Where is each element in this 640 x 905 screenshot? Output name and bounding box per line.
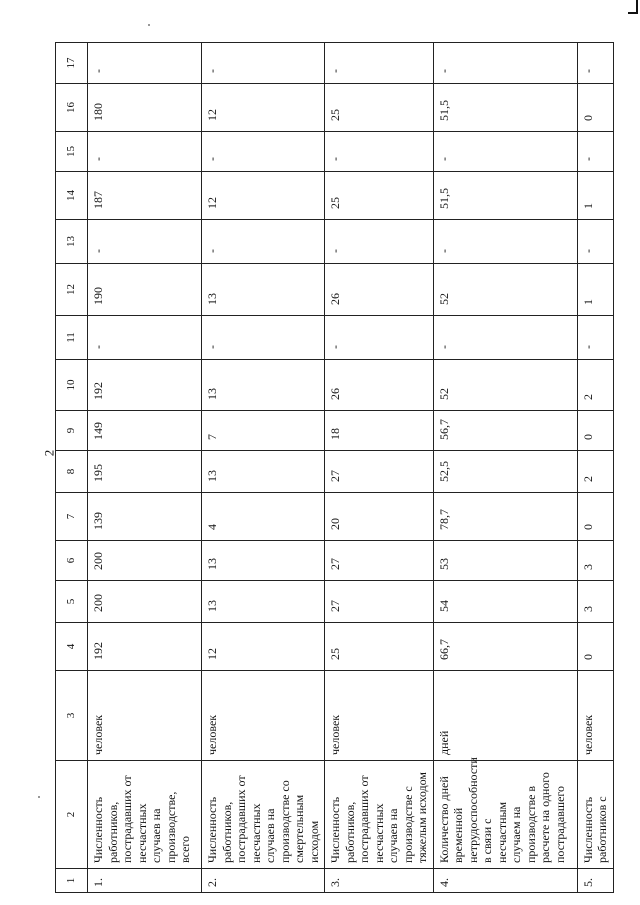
- value-cell: -: [88, 132, 202, 172]
- value-cell: 56,7: [433, 411, 577, 451]
- value-cell: 0: [577, 84, 613, 132]
- value-cell: 13: [202, 541, 325, 581]
- value-cell: -: [202, 316, 325, 360]
- row-index: 1.: [88, 869, 202, 893]
- value-cell: 18: [325, 411, 434, 451]
- value-cell: 51,5: [433, 172, 577, 220]
- value-cell: 54: [433, 581, 577, 623]
- table-row: [202, 43, 325, 893]
- row-index: 2.: [202, 869, 325, 893]
- value-cell: -: [202, 43, 325, 84]
- value-cell: 190: [88, 264, 202, 316]
- column-number: 5: [56, 581, 88, 623]
- value-cell: 66,7: [433, 623, 577, 671]
- value-cell: 27: [325, 451, 434, 493]
- value-cell: -: [577, 220, 613, 264]
- value-cell: 12: [202, 172, 325, 220]
- indicator-name: Численность работников, пострадавших от несчастных случаев на производстве со смертельным исходом: [202, 761, 325, 869]
- value-cell: -: [88, 43, 202, 84]
- value-cell: 3: [577, 541, 613, 581]
- column-number: 4: [56, 623, 88, 671]
- value-cell: -: [577, 43, 613, 84]
- value-cell: 13: [202, 360, 325, 411]
- table-row: [433, 43, 577, 893]
- column-number: 15: [56, 132, 88, 172]
- column-number: 2: [56, 761, 88, 869]
- value-cell: 26: [325, 264, 434, 316]
- value-cell: 27: [325, 581, 434, 623]
- value-cell: -: [577, 132, 613, 172]
- value-cell: 13: [202, 264, 325, 316]
- value-cell: -: [433, 43, 577, 84]
- column-number: 6: [56, 541, 88, 581]
- indicator-name: Численность работников с: [577, 761, 613, 869]
- value-cell: 25: [325, 172, 434, 220]
- value-cell: -: [88, 220, 202, 264]
- value-cell: -: [325, 316, 434, 360]
- value-cell: 52: [433, 360, 577, 411]
- value-cell: -: [88, 316, 202, 360]
- corner-mark: [628, 0, 638, 14]
- scan-speck: [148, 24, 150, 26]
- column-number: 1: [56, 869, 88, 893]
- value-cell: 1: [577, 264, 613, 316]
- page-number: 2: [41, 449, 57, 457]
- value-cell: 2: [577, 451, 613, 493]
- value-cell: 187: [88, 172, 202, 220]
- unit-cell: человек: [577, 671, 613, 761]
- value-cell: 192: [88, 360, 202, 411]
- row-index: 5.: [577, 869, 613, 893]
- value-cell: 180: [88, 84, 202, 132]
- value-cell: 139: [88, 493, 202, 541]
- value-cell: 26: [325, 360, 434, 411]
- value-cell: 1: [577, 172, 613, 220]
- value-cell: 7: [202, 411, 325, 451]
- value-cell: -: [433, 132, 577, 172]
- column-number: 10: [56, 360, 88, 411]
- column-number: 11: [56, 316, 88, 360]
- table-row: [577, 43, 613, 893]
- column-number: 7: [56, 493, 88, 541]
- value-cell: 3: [577, 581, 613, 623]
- value-cell: 200: [88, 581, 202, 623]
- value-cell: -: [202, 220, 325, 264]
- unit-cell: дней: [433, 671, 577, 761]
- value-cell: 195: [88, 451, 202, 493]
- value-cell: 192: [88, 623, 202, 671]
- row-index: 4.: [433, 869, 577, 893]
- column-number: 3: [56, 671, 88, 761]
- table-row: [325, 43, 434, 893]
- value-cell: -: [202, 132, 325, 172]
- value-cell: 27: [325, 541, 434, 581]
- value-cell: 0: [577, 411, 613, 451]
- value-cell: -: [433, 220, 577, 264]
- value-cell: 52,5: [433, 451, 577, 493]
- value-cell: -: [325, 43, 434, 84]
- value-cell: 25: [325, 623, 434, 671]
- column-number: 12: [56, 264, 88, 316]
- scan-speck: [38, 796, 40, 798]
- indicator-name: Количество дней временной нетрудоспособности в связи с несчастным случаем на производстве в расчете на одного пострадавшего: [433, 761, 577, 869]
- value-cell: 0: [577, 493, 613, 541]
- value-cell: 0: [577, 623, 613, 671]
- value-cell: 25: [325, 84, 434, 132]
- value-cell: 12: [202, 623, 325, 671]
- column-number: 9: [56, 411, 88, 451]
- column-number-row: [56, 43, 88, 893]
- value-cell: -: [577, 316, 613, 360]
- value-cell: 200: [88, 541, 202, 581]
- table-row: [88, 43, 202, 893]
- column-number: 17: [56, 43, 88, 84]
- unit-cell: человек: [202, 671, 325, 761]
- indicator-name: Численность работников, пострадавших от несчастных случаев на производстве с тяжелым исходом: [325, 761, 434, 869]
- column-number: 8: [56, 451, 88, 493]
- value-cell: 2: [577, 360, 613, 411]
- unit-cell: человек: [88, 671, 202, 761]
- unit-cell: человек: [325, 671, 434, 761]
- value-cell: 13: [202, 451, 325, 493]
- value-cell: 4: [202, 493, 325, 541]
- value-cell: 149: [88, 411, 202, 451]
- value-cell: 53: [433, 541, 577, 581]
- value-cell: 13: [202, 581, 325, 623]
- column-number: 16: [56, 84, 88, 132]
- row-index: 3.: [325, 869, 434, 893]
- indicator-name: Численность работников, пострадавших от несчастных случаев на производстве, всего: [88, 761, 202, 869]
- value-cell: 51,5: [433, 84, 577, 132]
- value-cell: 52: [433, 264, 577, 316]
- value-cell: 20: [325, 493, 434, 541]
- value-cell: -: [433, 316, 577, 360]
- table-area: [55, 43, 609, 893]
- value-cell: -: [325, 132, 434, 172]
- value-cell: 12: [202, 84, 325, 132]
- injury-statistics-table: [55, 42, 614, 893]
- column-number: 14: [56, 172, 88, 220]
- column-number: 13: [56, 220, 88, 264]
- value-cell: 78,7: [433, 493, 577, 541]
- value-cell: -: [325, 220, 434, 264]
